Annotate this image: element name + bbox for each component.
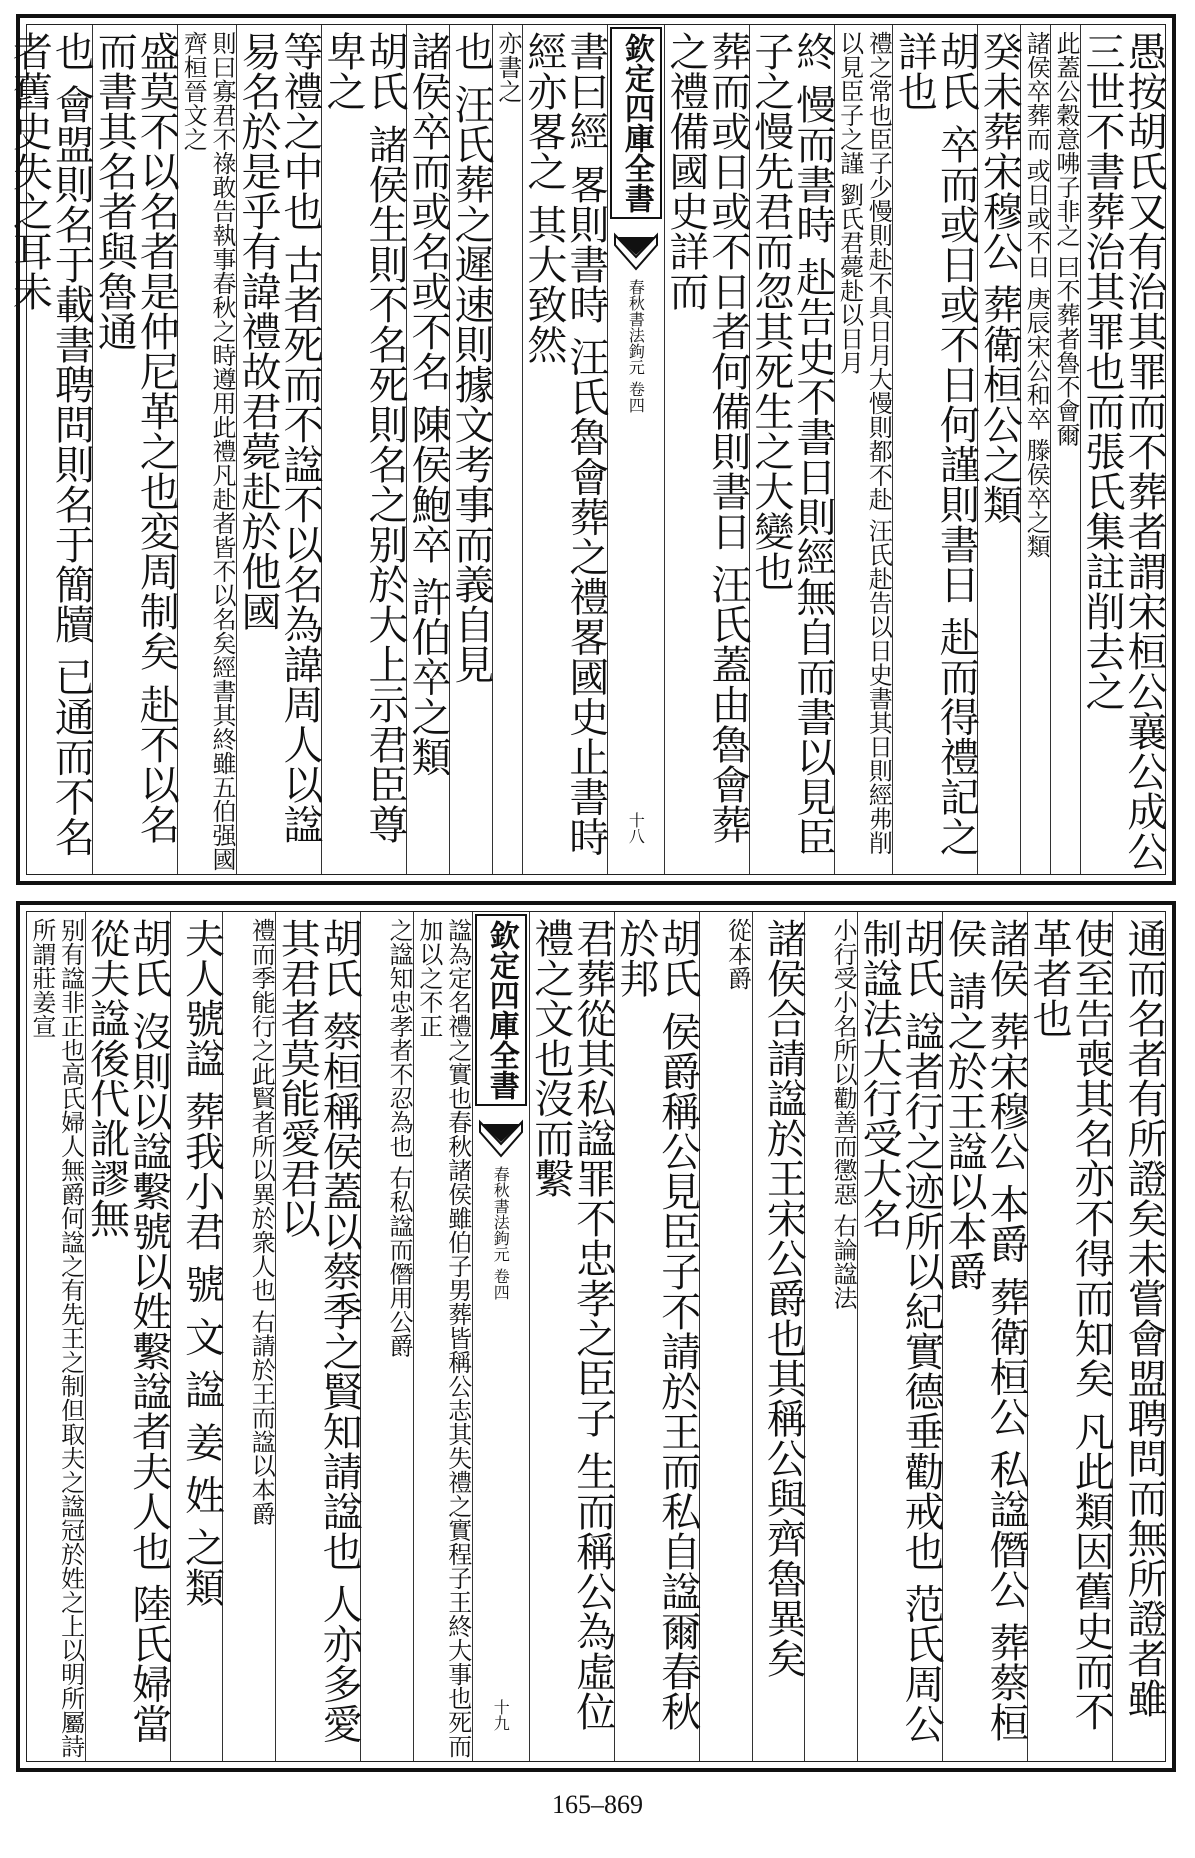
text-column: 胡氏 諡者行之迹所以紀實德垂勸戒也 范氏周公制諡法大行受大名 <box>857 912 942 1761</box>
text-column: 愚按胡氏又有治其罪而不葬者謂宋桓公襄公成公三世不書葬治其罪也而張氏集註削去之 <box>1080 25 1165 874</box>
text-column: 通而名者有所證矣未嘗會盟聘問而無所證者雖 <box>1112 912 1165 1761</box>
page-bottom <box>16 901 1176 1772</box>
text-column: 從本爵 <box>699 912 752 1761</box>
book-name: 春秋書法鉤元 <box>626 279 646 375</box>
text-column: 禮之常也臣子少慢則赴不具日月大慢則都不赴 汪氏赴告以日史書其日則經弗削以見臣子之謹 劉氏君薨赴以日月 <box>834 25 893 874</box>
text-column: 小行受小名所以勸善而懲惡 右論諡法 <box>804 912 857 1761</box>
text-column: 胡氏 諸侯生則不名死則名之别於大上示君臣尊卑之 <box>321 25 406 874</box>
text-column: 等禮之中也 古者死而不諡不以名為諱周人以諡易名於是乎有諱禮故君薨赴於他國 <box>236 25 321 874</box>
text-column: 諸侯合請諡於王宋公爵也其稱公與齊魯異矣 <box>752 912 805 1761</box>
text-column: 使至告喪其名亦不得而知矣 凡此類因舊史而不革者也 <box>1027 912 1112 1761</box>
page-reference: 165–869 <box>552 1790 643 1819</box>
text-column: 禮而季能行之此賢者所以異於衆人也 右請於王而諡以本爵 <box>222 912 275 1761</box>
text-column: 葬而或日或不日者何備則書日 汪氏蓋由魯會葬之禮備國史詳而 <box>664 25 749 874</box>
volume-label: 卷四 <box>626 381 646 413</box>
page-top-columns <box>6 24 1167 875</box>
text-column: 也 汪氏葬之遲速則據文考事而義自見 <box>449 25 492 874</box>
text-column: 之諡知忠孝者不忍為也 右私諡而僭用公爵 <box>360 912 413 1761</box>
center-fold <box>607 25 664 874</box>
text-column: 亦書之 <box>492 25 522 874</box>
fishtail-mark-icon <box>613 233 659 273</box>
volume-label: 卷四 <box>491 1268 511 1300</box>
text-column: 夫人號諡 葬我小君 號 文 諡 姜 姓 之類 <box>170 912 223 1761</box>
leaf-number: 十九 <box>491 1699 511 1731</box>
text-column: 書曰經 畧則書時 汪氏魯會葬之禮畧國史止書時經亦畧之 其大致然 <box>522 25 607 874</box>
text-column: 也 會盟則名于載書聘問則名于簡牘 已通而不名者舊史失之耳未 <box>6 31 95 857</box>
book-title: 欽定四庫全書 <box>610 27 662 219</box>
text-column: 别有諡非正也高氏婦人無爵何諡之有先王之制但取夫之諡冠於姓之上以明所屬詩所謂莊姜宣 <box>27 918 85 1758</box>
text-column: 諸侯卒而或名或不名 陳侯鮑卒 許伯卒之類 <box>406 25 449 874</box>
page-bottom-columns <box>26 911 1166 1762</box>
fishtail-mark-icon <box>478 1120 524 1160</box>
text-column: 胡氏 沒則以諡繫號以姓繫諡者夫人也 陸氏婦當從夫諡後代訛謬無 <box>85 912 170 1761</box>
text-column: 則曰寡君不祿敢告執事春秋之時遵用此禮凡赴者皆不以名矣經書其終雖五伯强國齊桓晉文之 <box>177 25 236 874</box>
text-column: 胡氏 卒而或日或不日何謹則書日 赴而得禮記之詳也 <box>892 25 977 874</box>
book-name: 春秋書法鉤元 <box>491 1166 511 1262</box>
text-column: 胡氏 侯爵稱公見臣子不請於王而私自諡爾春秋於邦 <box>614 912 699 1761</box>
text-column: 君葬從其私諡罪不忠孝之臣子 生而稱公為虛位禮之文也沒而繫 <box>529 912 614 1761</box>
text-column: 終 慢而書時 赴告史不書日則經無自而書以見臣子之慢先君而忽其死生之大變也 <box>749 25 834 874</box>
leaf-number: 十八 <box>626 812 646 844</box>
page-top <box>6 14 1176 885</box>
text-column: 此蓋公穀意咈子非之 曰不葬者魯不會爾 <box>1050 25 1080 874</box>
text-column: 諡為定名禮之實也春秋諸侯雖伯子男葬皆稱公志其失禮之實程子王終大事也死而加以之不正 <box>413 912 472 1761</box>
text-column: 盛莫不以名者是仲尼革之也変周制矣 赴不以名而書其名者與魯通 <box>92 25 177 874</box>
text-column: 諸侯卒葬而 或日或不日 庚辰宋公和卒 滕侯卒之類 <box>1020 25 1050 874</box>
text-column: 癸未葬宋穆公 葬衛桓公之類 <box>977 25 1020 874</box>
book-title: 欽定四庫全書 <box>475 914 527 1106</box>
text-column: 胡氏 蔡桓稱侯蓋以蔡季之賢知請諡也 人亦多愛其君者莫能愛君以 <box>275 912 360 1761</box>
text-column: 諸侯 葬宋穆公 本爵 葬衛桓公 私諡僭公 葬蔡桓侯 請之於王諡以本爵 <box>942 912 1027 1761</box>
center-fold <box>472 912 529 1761</box>
